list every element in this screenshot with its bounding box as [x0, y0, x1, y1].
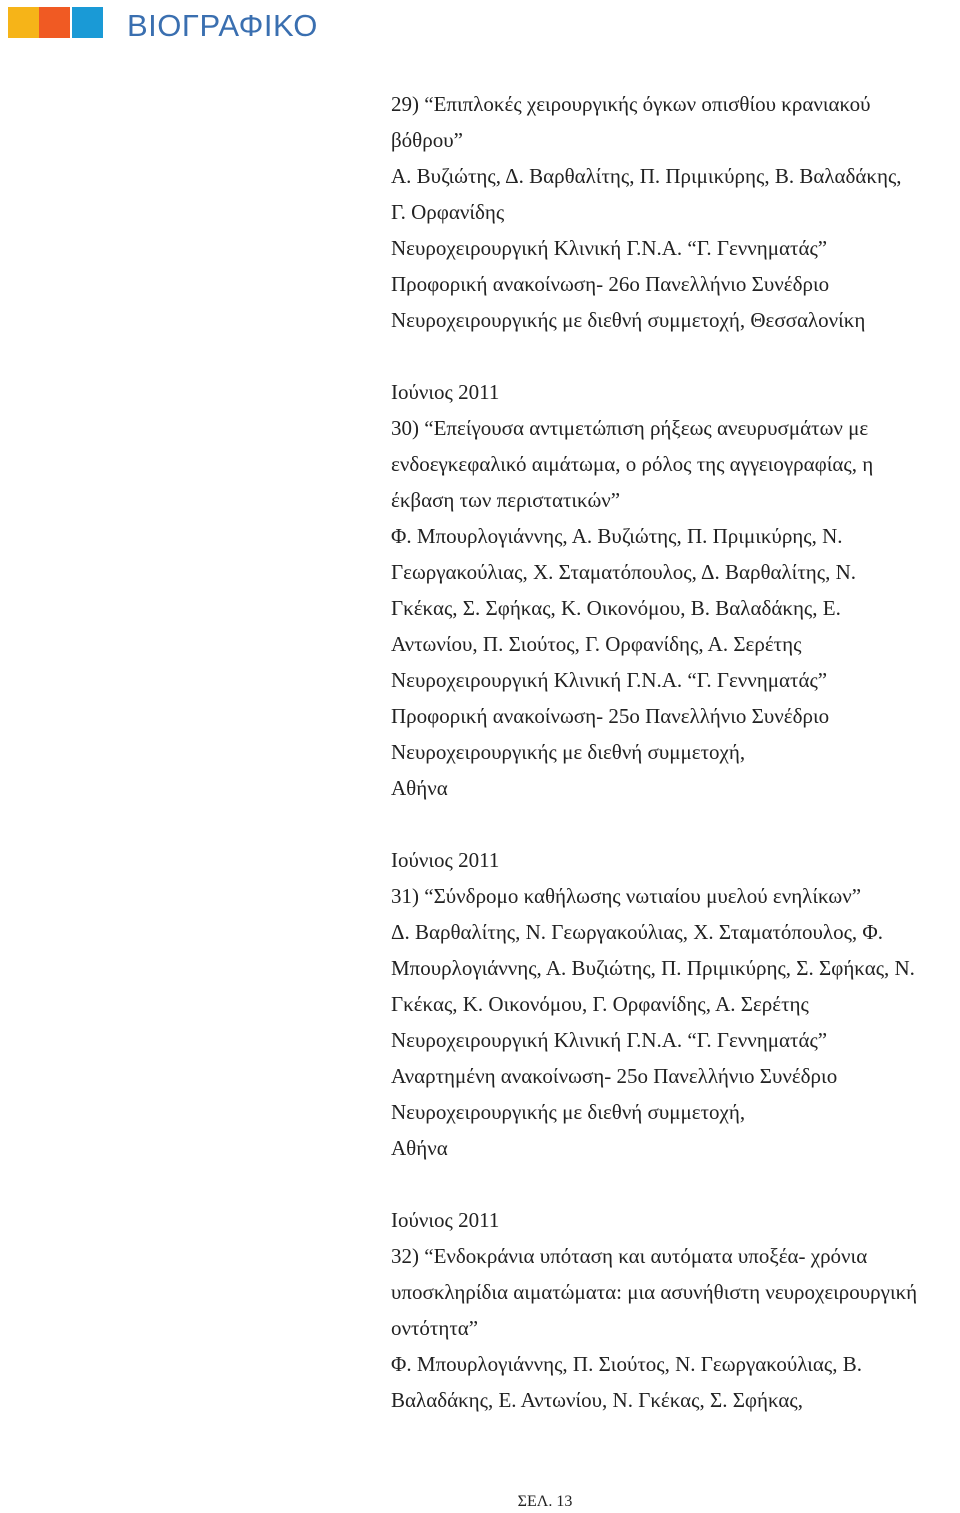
- blank-line: [391, 1166, 960, 1202]
- text-line: Ιούνιος 2011: [391, 380, 500, 404]
- text-line: 29) “Επιπλοκές χειρουργικής όγκων οπισθίου κρανιακού: [391, 92, 871, 116]
- text-line: Προφορική ανακοίνωση- 26ο Πανελλήνιο Συνέδριο: [391, 272, 830, 296]
- text-line: Νευροχειρουργικής με διεθνή συμμετοχή,: [391, 740, 746, 764]
- text-line: οντότητα”: [391, 1316, 479, 1340]
- text-line: Φ. Μπουρλογιάννης, Π. Σιούτος, Ν. Γεωργακούλιας, Β.: [391, 1352, 862, 1376]
- text-line: Προφορική ανακοίνωση- 25ο Πανελλήνιο Συνέδριο: [391, 704, 830, 728]
- logo-square-yellow: [8, 7, 39, 38]
- text-line: Νευροχειρουργική Κλινική Γ.Ν.Α. “Γ. Γεννηματάς”: [391, 236, 828, 260]
- text-line: Βαλαδάκης, Ε. Αντωνίου, Ν. Γκέκας, Σ. Σφήκας,: [391, 1388, 803, 1412]
- text-line: 30) “Επείγουσα αντιμετώπιση ρήξεως ανευρυσμάτων με: [391, 416, 869, 440]
- text-line: Γ. Ορφανίδης: [391, 200, 505, 224]
- text-line: Ιούνιος 2011: [391, 1208, 500, 1232]
- text-line: Αθήνα: [391, 1136, 448, 1160]
- text-line: 32) “Ενδοκράνια υπόταση και αυτόματα υποξέα- χρόνια: [391, 1244, 868, 1268]
- text-line: 31) “Σύνδρομο καθήλωσης νωτιαίου μυελού ενηλίκων”: [391, 884, 862, 908]
- text-line: έκβαση των περιστατικών”: [391, 488, 621, 512]
- page-title: ΒΙΟΓΡΑΦΙΚΟ: [127, 8, 318, 43]
- text-line: Γεωργακούλιας, Χ. Σταματόπουλος, Δ. Βαρθαλίτης, Ν.: [391, 560, 856, 584]
- blank-line: [391, 806, 960, 842]
- text-line: Αναρτημένη ανακοίνωση- 25ο Πανελλήνιο Συνέδριο: [391, 1064, 838, 1088]
- text-line: Γκέκας, Σ. Σφήκας, Κ. Οικονόμου, Β. Βαλαδάκης, Ε.: [391, 596, 841, 620]
- page-header: [0, 0, 960, 60]
- text-line: υποσκληρίδια αιματώματα: μια ασυνήθιστη νευροχειρουργική: [391, 1280, 918, 1304]
- text-line: Μπουρλογιάννης, Α. Βυζιώτης, Π. Πριμικύρης, Σ. Σφήκας, Ν.: [391, 956, 915, 980]
- logo-square-orange: [39, 7, 70, 38]
- text-line: Φ. Μπουρλογιάννης, Α. Βυζιώτης, Π. Πριμικύρης, Ν.: [391, 524, 843, 548]
- blank-line: [391, 338, 960, 374]
- text-line: Αντωνίου, Π. Σιούτος, Γ. Ορφανίδης, Α. Σερέτης: [391, 632, 802, 656]
- document-body: [391, 86, 960, 1418]
- page-number: ΣΕΛ. 13: [517, 1493, 573, 1510]
- text-line: Νευροχειρουργική Κλινική Γ.Ν.Α. “Γ. Γεννηματάς”: [391, 1028, 828, 1052]
- text-line: βόθρου”: [391, 128, 463, 152]
- text-line: Νευροχειρουργικής με διεθνή συμμετοχή,: [391, 1100, 746, 1124]
- text-line: Δ. Βαρθαλίτης, Ν. Γεωργακούλιας, Χ. Σταματόπουλος, Φ.: [391, 920, 883, 944]
- text-line: Ιούνιος 2011: [391, 848, 500, 872]
- text-line: Αθήνα: [391, 776, 448, 800]
- text-line: Νευροχειρουργικής με διεθνή συμμετοχή, Θεσσαλονίκη: [391, 308, 866, 332]
- text-line: Νευροχειρουργική Κλινική Γ.Ν.Α. “Γ. Γεννηματάς”: [391, 668, 828, 692]
- logo-square-blue: [72, 7, 103, 38]
- text-line: ενδοεγκεφαλικό αιμάτωμα, ο ρόλος της αγγειογραφίας, η: [391, 452, 874, 476]
- text-line: Α. Βυζιώτης, Δ. Βαρθαλίτης, Π. Πριμικύρης, Β. Βαλαδάκης,: [391, 164, 902, 188]
- text-line: Γκέκας, Κ. Οικονόμου, Γ. Ορφανίδης, Α. Σερέτης: [391, 992, 809, 1016]
